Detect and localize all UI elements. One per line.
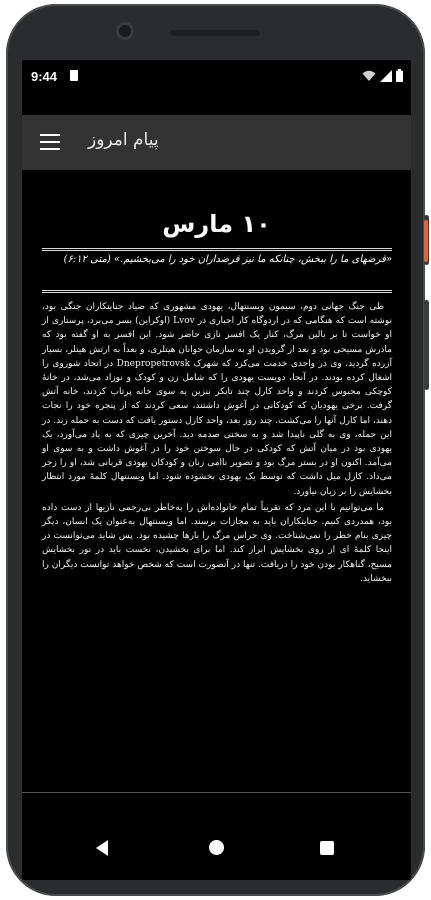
status-icons (362, 69, 403, 82)
devotion-paragraph: ما می‌توانیم با این مرد که تقریباً تمام خانواده‌اش را به‌خاطر بی‌رحمی نازیها از دست داده بود، همدردی کنیم. جنایتکاران باید به مجازات برسند. اما ویسنتهال به‌عنوان یک انسان، دیگر چیزی بنام خطر را نمی‌شناخت. وی حراس مرگ را بارها چشیده بود. پس شاید می‌توانست در اینجا کلمهٔ ای از روی بخشایش ابراز کند. اما برای بخشیدن، نخست باید در نور بخشایش مسیح، گناهکار بودن خود را دریافت. تنها در آنصورت است که شخص خواهد توانست دیگران را ببخشاید. (42, 502, 392, 584)
battery-icon (396, 69, 403, 82)
hamburger-menu-icon[interactable] (40, 134, 60, 150)
devotion-paragraph: طی جنگ جهانی دوم، سیمون ویسنتهال، یهودی مشهوری که صیاد جنایتکاران جنگی بود، نوشته است که هنگامی که در اردوگاه کار اجباری در Lvov (اوکراین) بسر می‌برد، پرستاری از او خواست تا بر بالین مرگ، کنار یک افسر نازی حاضر شود. این افسر به او گفته بود که مادرش مسیحی بود و بعد از گرویدن او به سازمان جوانان هیتلری، و بعداً به ارتش هیتلر، بسیار آزرده گردید. وی در واحدی خدمت می‌کرد که شهرک Dnepropetrovsk در اتحاد شوروی را اشغال کرده بودند. در آنجا، دویست یهودی را که شامل زن و کودک و نوزاد می‌شد، در خانهٔ کوچکی محبوس کردند و واحد کارل چند تانکر بنزین به سوی خانه پرتاب کردند، خانه آتش گرفت. برخی یهودیان که کودکانی در آغوش داشتند، سعی کردند که از پنجره خود را نجات دهند، اما کارل آنها را می‌کشت. چند روز بعد، واحد کارل دستور یافت که دست به حمله زند. در این حمله، وی به گلی ناپیدا شد و به سختی صدمه دید. آخرین چیزی که به یاد می‌آورد، یک یهودی بود در میان آتش که کودکی در حال سوختن خود را در آغوش داشت و به سوی او می‌آمد. اکنون او در بستر مرگ بود و تصویر ناامی زنان و کودکان یهودی قربانی شد، او را زجر می‌داد. کارل میل داشت که توسط یک یهودی بخشوده شود. اما ویسنتهال کلمهٔ مورد انتظار بخشایش را بر زبان نیاورد. (42, 302, 392, 497)
status-time: 9:44 (31, 69, 58, 84)
navigation-bar (22, 820, 411, 880)
devotion-body (42, 300, 392, 588)
app-bar (22, 115, 411, 170)
devotion-date: ۱۰ مارس (162, 210, 271, 238)
divider (42, 290, 392, 291)
status-bar (22, 60, 411, 94)
bottom-divider (22, 792, 411, 793)
screen (22, 60, 411, 880)
earpiece-speaker (170, 30, 260, 36)
divider (42, 250, 392, 251)
signal-icon (380, 70, 392, 82)
sim-card-icon (70, 70, 78, 81)
divider (42, 248, 392, 249)
app-title: پیام امروز (88, 130, 159, 150)
back-triangle-icon[interactable] (96, 840, 108, 856)
side-accent (424, 220, 428, 262)
divider (42, 292, 392, 293)
scripture-quote: «قرضهای ما را ببخش، چنانکه ما نیز قرضداران خود را می‌بخشیم.» (متی ۶:۱۲) (63, 254, 392, 265)
recents-square-icon[interactable] (320, 841, 334, 855)
front-camera (116, 22, 134, 40)
home-circle-icon[interactable] (209, 840, 224, 855)
devotion-content (22, 170, 411, 840)
power-button (424, 300, 429, 390)
wifi-icon (362, 70, 376, 82)
